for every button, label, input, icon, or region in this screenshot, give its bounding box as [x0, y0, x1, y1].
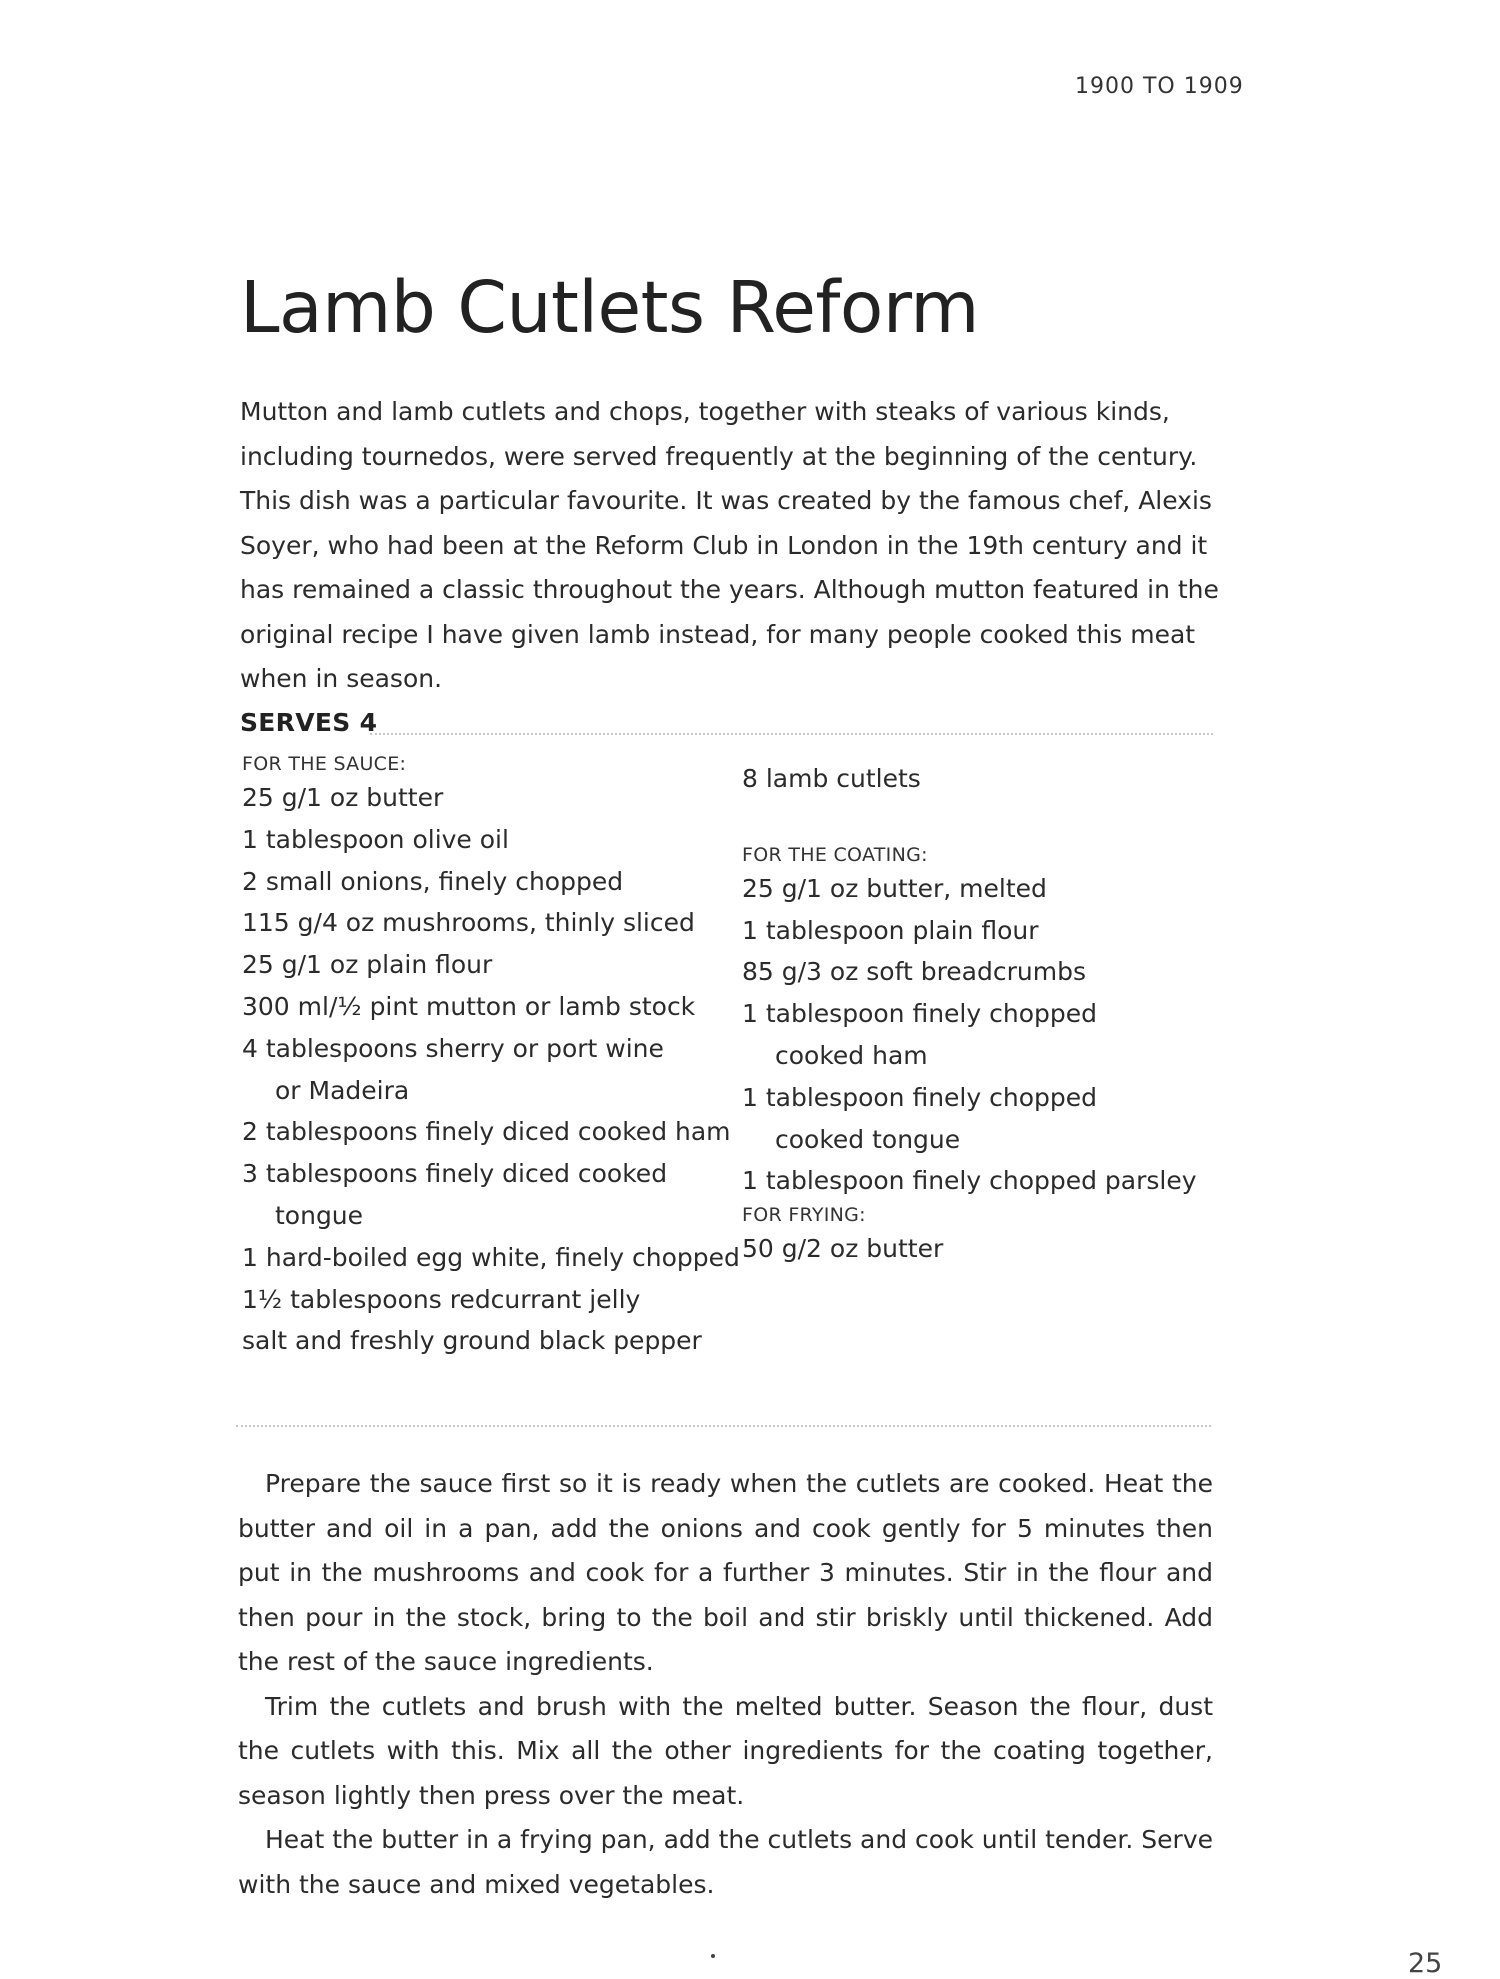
- page-number: 25: [1408, 1948, 1443, 1979]
- ingredient-line: 1 hard-boiled egg white, finely chopped: [242, 1242, 740, 1272]
- recipe-title: Lamb Cutlets Reform: [240, 266, 979, 349]
- ingredient-line: 1½ tablespoons redcurrant jelly: [242, 1284, 641, 1314]
- method-paragraph: Trim the cutlets and brush with the melted butter. Season the flour, dust the cutlets with this. Mix all the other ingredients for the coating together, season lightly then press over the meat.: [238, 1691, 1213, 1810]
- spacer: [742, 800, 1222, 840]
- ingredient-line: 300 ml/½ pint mutton or lamb stock: [242, 991, 696, 1021]
- print-speck: [711, 1954, 715, 1958]
- method-section: [238, 1462, 1213, 1907]
- ingredient-line: 2 tablespoons finely diced cooked ham: [242, 1117, 731, 1147]
- method-paragraph: Prepare the sauce first so it is ready when the cutlets are cooked. Heat the butter and oil in a pan, add the onions and cook gently for 5 minutes then put in the mushrooms and cook for a further 3 minutes. Stir in the flour and then pour in the stock, bring to the boil and stir briskly until thickened. Add the rest of the sauce ingredients.: [238, 1469, 1213, 1676]
- ingredient-line: 1 tablespoon finely chopped parsley: [742, 1166, 1197, 1196]
- ingredient-line: 1 tablespoon olive oil: [242, 824, 509, 854]
- ingredient-continuation: cooked ham: [775, 1040, 928, 1070]
- ingredient-line: 25 g/1 oz butter, melted: [742, 873, 1047, 903]
- dotted-rule-bottom: [236, 1425, 1211, 1427]
- intro-paragraph: Mutton and lamb cutlets and chops, together with steaks of various kinds, including tournedos, were served frequently at the beginning of the century. This dish was a particular favourite. It was created by the famous chef, Alexis Soyer, who had been at the Reform Club in London in the 19th century and it has remained a classic throughout the years. Although mutton featured in the original recipe I have given lamb instead, for many people cooked this meat when in season.: [240, 397, 1219, 693]
- ingredient-line: 25 g/1 oz plain flour: [242, 950, 493, 980]
- ingredient-line: [742, 993, 1222, 1077]
- running-head: 1900 TO 1909: [1075, 74, 1244, 99]
- method-paragraph: Heat the butter in a frying pan, add the cutlets and cook until tender. Serve with the sauce and mixed vegetables.: [238, 1825, 1213, 1899]
- ingredient-line: [242, 1028, 722, 1112]
- ingredient-line: 85 g/3 oz soft breadcrumbs: [742, 957, 1086, 987]
- ingredient-line: 115 g/4 oz mushrooms, thinly sliced: [242, 908, 695, 938]
- ingredients-right-column: [742, 758, 1222, 1270]
- ingredient-line: salt and freshly ground black pepper: [242, 1326, 702, 1356]
- ingredient-continuation: tongue: [275, 1200, 364, 1230]
- ingredient-continuation: cooked tongue: [775, 1124, 961, 1154]
- serves-label: SERVES 4: [240, 708, 378, 737]
- ingredients-left-column: [242, 751, 740, 1362]
- frying-heading: FOR FRYING:: [742, 1204, 866, 1227]
- ingredient-line: 2 small onions, finely chopped: [242, 866, 624, 896]
- dotted-rule-top: [370, 733, 1213, 735]
- main-ingredient: 8 lamb cutlets: [742, 764, 921, 793]
- ingredient-text: 4 tablespoons sherry or port wine: [242, 1033, 664, 1063]
- ingredient-line: [742, 1077, 1222, 1161]
- ingredient-line: [242, 1153, 722, 1237]
- ingredient-continuation: or Madeira: [275, 1075, 410, 1105]
- ingredient-text: 3 tablespoons finely diced cooked: [242, 1159, 668, 1189]
- ingredient-text: 1 tablespoon finely chopped: [742, 999, 1097, 1029]
- coating-heading: FOR THE COATING:: [742, 843, 928, 866]
- ingredient-line: 1 tablespoon plain flour: [742, 915, 1039, 945]
- ingredient-line: 25 g/1 oz butter: [242, 783, 444, 812]
- ingredient-line: 50 g/2 oz butter: [742, 1234, 944, 1264]
- sauce-heading: FOR THE SAUCE:: [242, 753, 407, 775]
- ingredient-text: 1 tablespoon finely chopped: [742, 1082, 1097, 1112]
